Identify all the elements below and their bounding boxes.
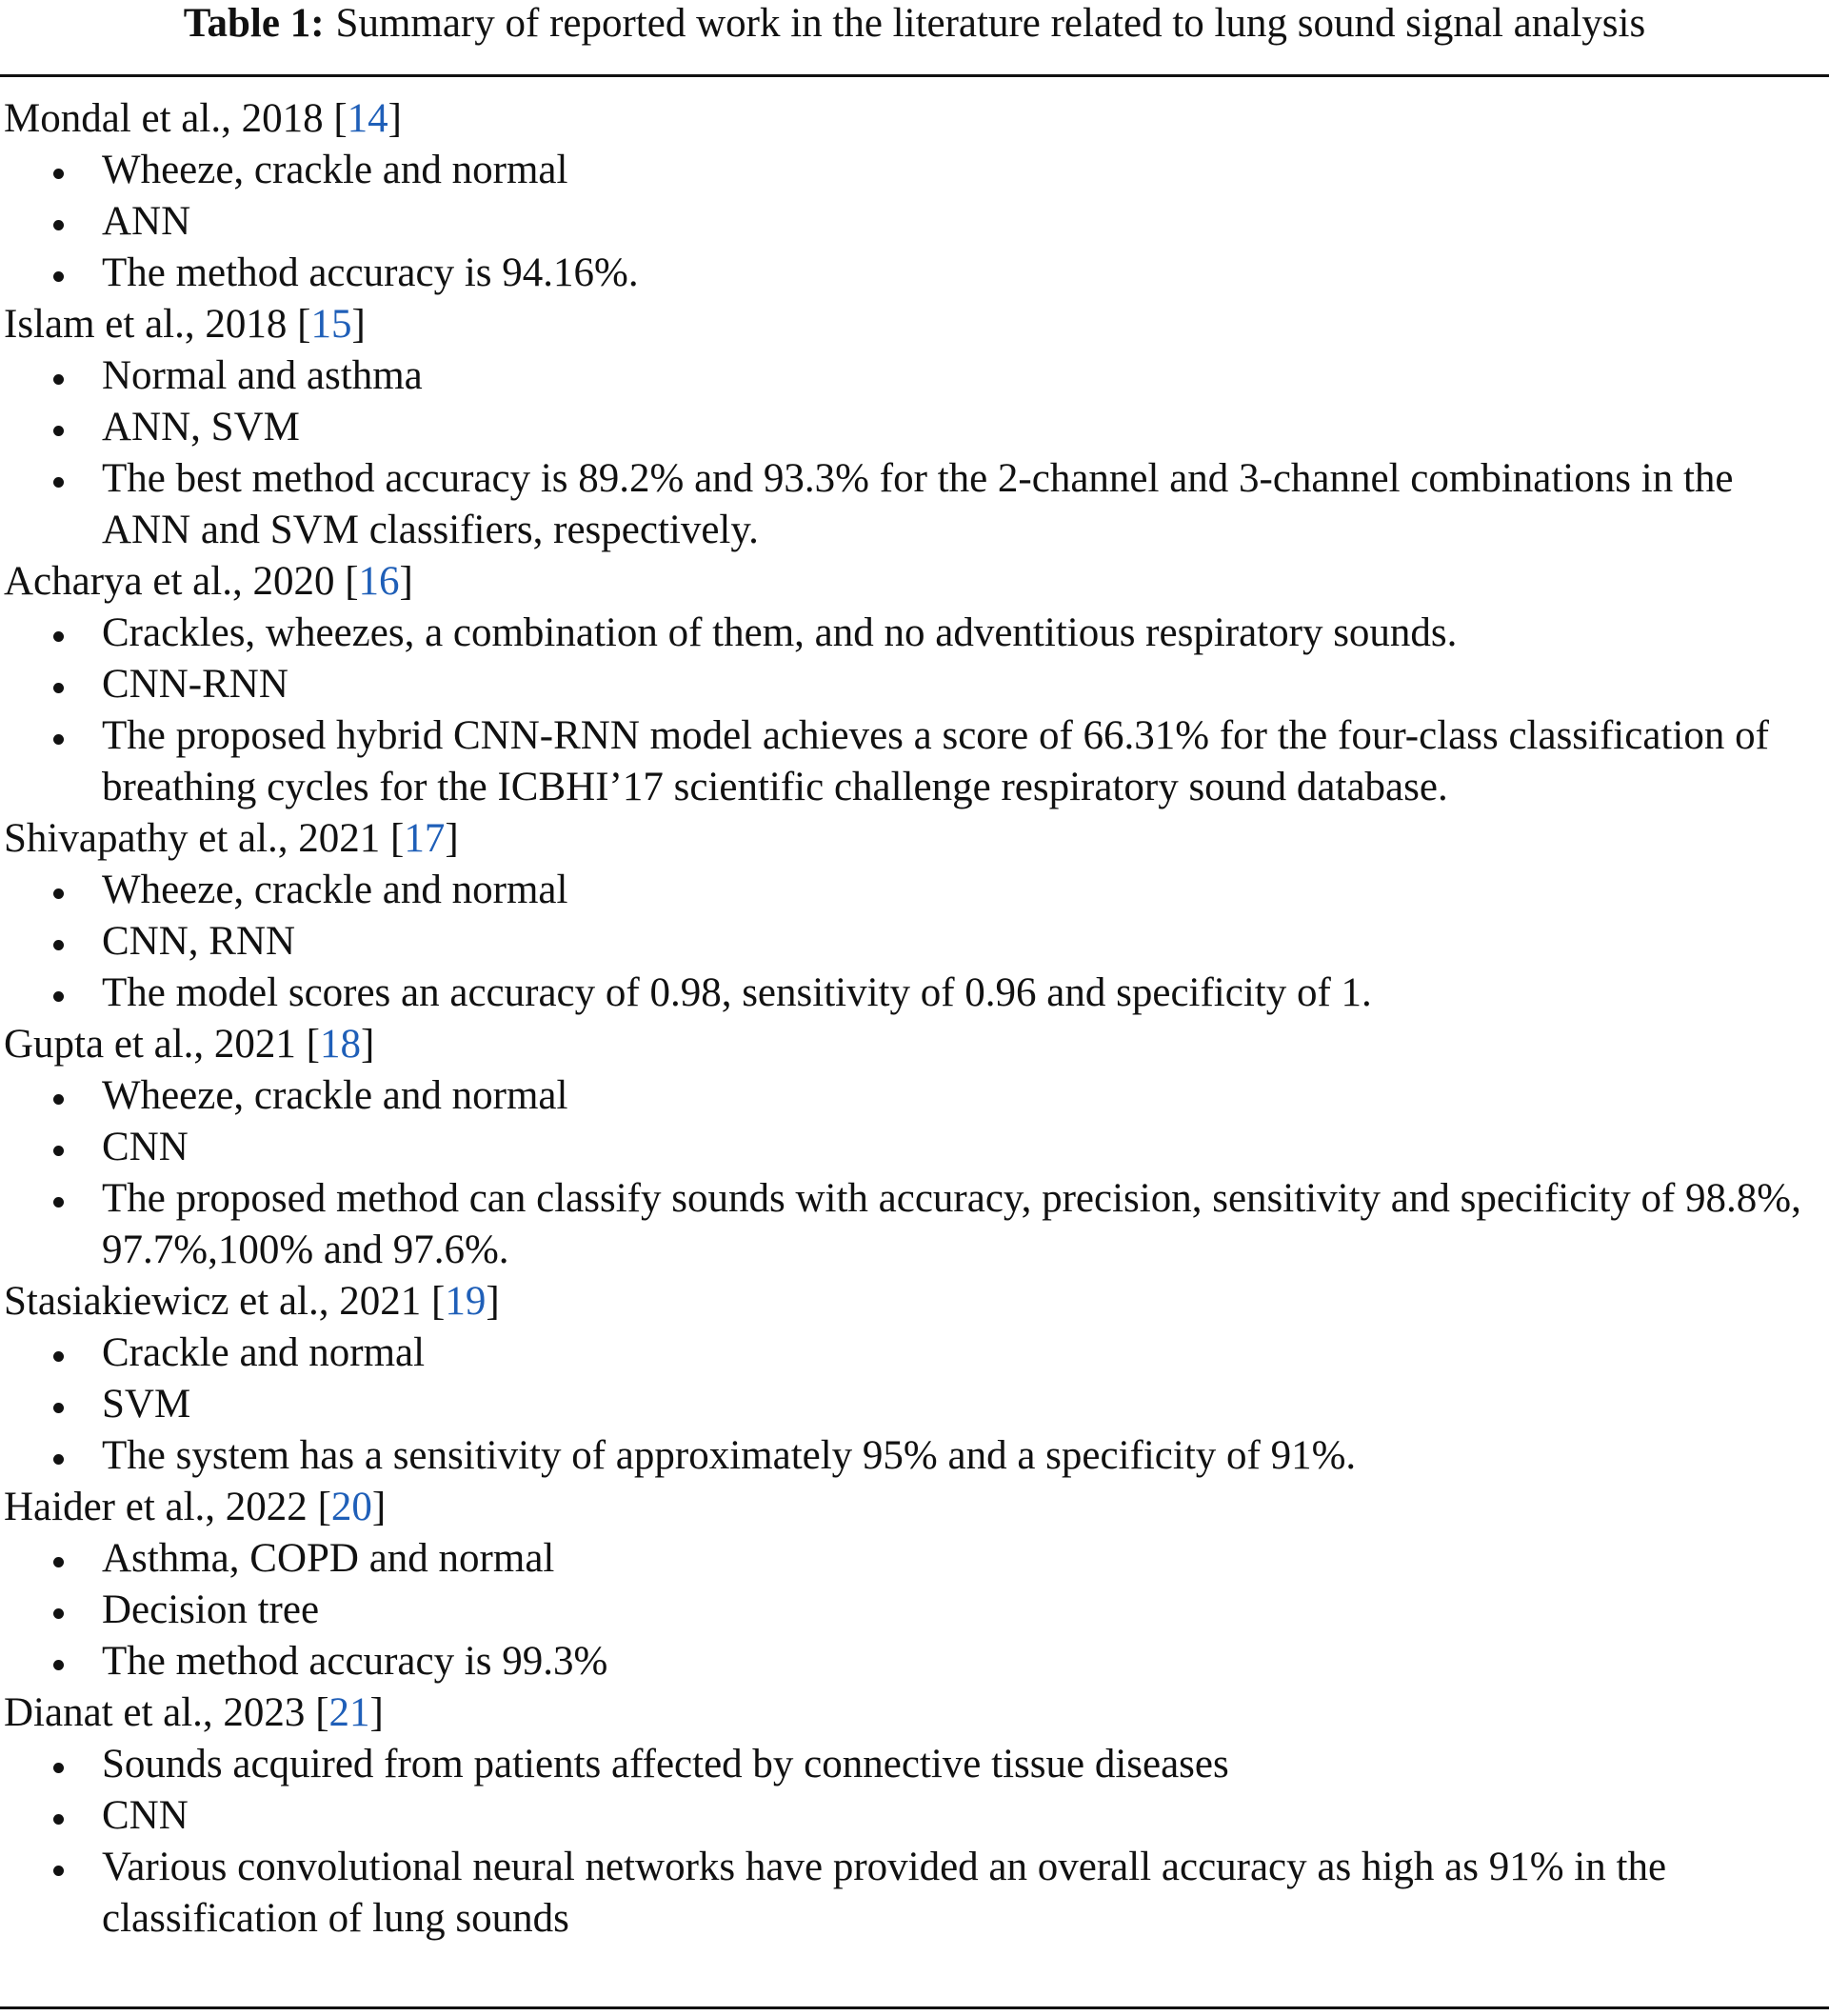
table-caption-label: Table 1: xyxy=(183,1,325,46)
bullet-text: Various convolutional neural networks have provided an overall accuracy as high as 91% in the classification of lung sounds xyxy=(102,1845,1667,1941)
reference-link[interactable]: 16 xyxy=(358,559,400,604)
list-item xyxy=(4,710,1827,813)
table-entry xyxy=(4,1276,1827,1482)
entry-author: Shivapathy et al., 2021 xyxy=(4,816,381,861)
list-item xyxy=(4,659,1827,710)
list-item xyxy=(4,1173,1827,1276)
entry-bullet-list xyxy=(4,1533,1827,1687)
bullet-icon xyxy=(53,1866,64,1876)
list-item xyxy=(4,1739,1827,1790)
bullet-text: CNN xyxy=(102,1793,189,1838)
list-item xyxy=(4,608,1827,659)
bullet-text: Wheeze, crackle and normal xyxy=(102,868,568,912)
list-item xyxy=(4,1585,1827,1636)
entry-bullet-list xyxy=(4,350,1827,556)
entry-bullet-list xyxy=(4,145,1827,299)
entry-heading: Haider et al., 2022 [20] xyxy=(4,1485,387,1529)
bullet-icon xyxy=(53,1763,64,1773)
bullet-text: The model scores an accuracy of 0.98, sensitivity of 0.96 and specificity of 1. xyxy=(102,970,1372,1015)
bullet-icon xyxy=(53,271,64,282)
entry-bullet-list xyxy=(4,608,1827,813)
reference-link[interactable]: 17 xyxy=(404,816,446,861)
entry-heading: Acharya et al., 2020 [16] xyxy=(4,559,413,604)
list-item xyxy=(4,145,1827,196)
bullet-icon xyxy=(53,1403,64,1413)
list-item xyxy=(4,1842,1827,1945)
entry-heading: Dianat et al., 2023 [21] xyxy=(4,1690,384,1735)
bullet-icon xyxy=(53,374,64,385)
bullet-text: The system has a sensitivity of approximately 95% and a specificity of 91%. xyxy=(102,1433,1357,1478)
bullet-text: Sounds acquired from patients affected by connective tissue diseases xyxy=(102,1742,1229,1786)
bullet-text: ANN, SVM xyxy=(102,405,300,449)
table-entry xyxy=(4,299,1827,556)
list-item xyxy=(4,1533,1827,1585)
bullet-icon xyxy=(53,426,64,436)
bullet-icon xyxy=(53,991,64,1002)
bullet-icon xyxy=(53,683,64,693)
bullet-text: Wheeze, crackle and normal xyxy=(102,1073,568,1118)
entry-heading: Shivapathy et al., 2021 [17] xyxy=(4,816,459,861)
bullet-text: Crackle and normal xyxy=(102,1330,426,1375)
bullet-icon xyxy=(53,1146,64,1156)
bullet-icon xyxy=(53,169,64,179)
table-entry xyxy=(4,1019,1827,1276)
table-entry xyxy=(4,556,1827,813)
bullet-text: The best method accuracy is 89.2% and 93.3% for the 2-channel and 3-channel combinations in the ANN and SVM classifiers, respectively. xyxy=(102,456,1734,552)
bullet-text: The method accuracy is 99.3% xyxy=(102,1639,608,1684)
entry-heading: Islam et al., 2018 [15] xyxy=(4,302,366,347)
bullet-icon xyxy=(53,1351,64,1362)
entry-author: Gupta et al., 2021 xyxy=(4,1022,296,1067)
list-item xyxy=(4,1379,1827,1430)
bullet-text: Asthma, COPD and normal xyxy=(102,1536,555,1581)
entry-heading: Mondal et al., 2018 [14] xyxy=(4,96,402,141)
entry-author: Acharya et al., 2020 xyxy=(4,559,335,604)
reference-link[interactable]: 18 xyxy=(319,1022,361,1067)
entry-author: Dianat et al., 2023 xyxy=(4,1690,306,1735)
reference-link[interactable]: 21 xyxy=(328,1690,370,1735)
list-item xyxy=(4,248,1827,299)
reference-link[interactable]: 15 xyxy=(310,302,352,347)
list-item xyxy=(4,968,1827,1019)
bullet-text: Normal and asthma xyxy=(102,353,423,398)
list-item xyxy=(4,350,1827,402)
entry-author: Mondal et al., 2018 xyxy=(4,96,324,141)
entry-author: Haider et al., 2022 xyxy=(4,1485,308,1529)
bullet-icon xyxy=(53,1608,64,1619)
bullet-icon xyxy=(53,1557,64,1567)
list-item xyxy=(4,865,1827,916)
table-entry xyxy=(4,813,1827,1019)
reference-link[interactable]: 19 xyxy=(445,1279,487,1324)
bullet-icon xyxy=(53,888,64,899)
bullet-text: Crackles, wheezes, a combination of them, and no adventitious respiratory sounds. xyxy=(102,610,1458,655)
table-caption-text: Summary of reported work in the literature related to lung sound signal analysis xyxy=(335,1,1646,46)
list-item xyxy=(4,453,1827,556)
bullet-text: The method accuracy is 94.16%. xyxy=(102,250,639,295)
bullet-icon xyxy=(53,734,64,745)
entry-heading: Gupta et al., 2021 [18] xyxy=(4,1022,375,1067)
list-item xyxy=(4,1327,1827,1379)
bullet-icon xyxy=(53,940,64,950)
entry-heading: Stasiakiewicz et al., 2021 [19] xyxy=(4,1279,500,1324)
bullet-icon xyxy=(53,631,64,642)
bullet-icon xyxy=(53,1094,64,1105)
list-item xyxy=(4,1790,1827,1842)
list-item xyxy=(4,1070,1827,1122)
bullet-icon xyxy=(53,1454,64,1465)
bullet-text: Decision tree xyxy=(102,1587,320,1632)
bullet-icon xyxy=(53,1814,64,1825)
bullet-text: Wheeze, crackle and normal xyxy=(102,148,568,192)
bullet-icon xyxy=(53,220,64,230)
bullet-text: CNN, RNN xyxy=(102,919,296,964)
list-item xyxy=(4,196,1827,248)
bullet-icon xyxy=(53,477,64,488)
bullet-icon xyxy=(53,1660,64,1670)
list-item xyxy=(4,1122,1827,1173)
entry-bullet-list xyxy=(4,865,1827,1019)
entry-author: Islam et al., 2018 xyxy=(4,302,288,347)
bullet-icon xyxy=(53,1197,64,1208)
table-entry xyxy=(4,1482,1827,1687)
reference-link[interactable]: 14 xyxy=(347,96,388,141)
table-caption xyxy=(0,0,1829,51)
bullet-text: SVM xyxy=(102,1382,191,1427)
table-entry xyxy=(4,1687,1827,1945)
list-item xyxy=(4,1430,1827,1482)
entry-author: Stasiakiewicz et al., 2021 xyxy=(4,1279,422,1324)
table-top-rule xyxy=(0,74,1829,77)
bullet-text: The proposed method can classify sounds with accuracy, precision, sensitivity and specificity of 98.8%, 97.7%,100% and 97.6%. xyxy=(102,1176,1801,1272)
list-item xyxy=(4,916,1827,968)
bullet-text: CNN-RNN xyxy=(102,662,288,707)
bullet-text: CNN xyxy=(102,1125,189,1169)
list-item xyxy=(4,402,1827,453)
reference-link[interactable]: 20 xyxy=(330,1485,372,1529)
entry-bullet-list xyxy=(4,1327,1827,1482)
list-item xyxy=(4,1636,1827,1687)
table-body xyxy=(4,93,1827,1945)
table-entry xyxy=(4,93,1827,299)
entry-bullet-list xyxy=(4,1070,1827,1276)
bullet-text: The proposed hybrid CNN-RNN model achieves a score of 66.31% for the four-class classification of breathing cycles for the ICBHI’17 scientific challenge respiratory sound database. xyxy=(102,713,1769,809)
entry-bullet-list xyxy=(4,1739,1827,1945)
bullet-text: ANN xyxy=(102,199,191,244)
table-bottom-rule xyxy=(0,2006,1829,2009)
